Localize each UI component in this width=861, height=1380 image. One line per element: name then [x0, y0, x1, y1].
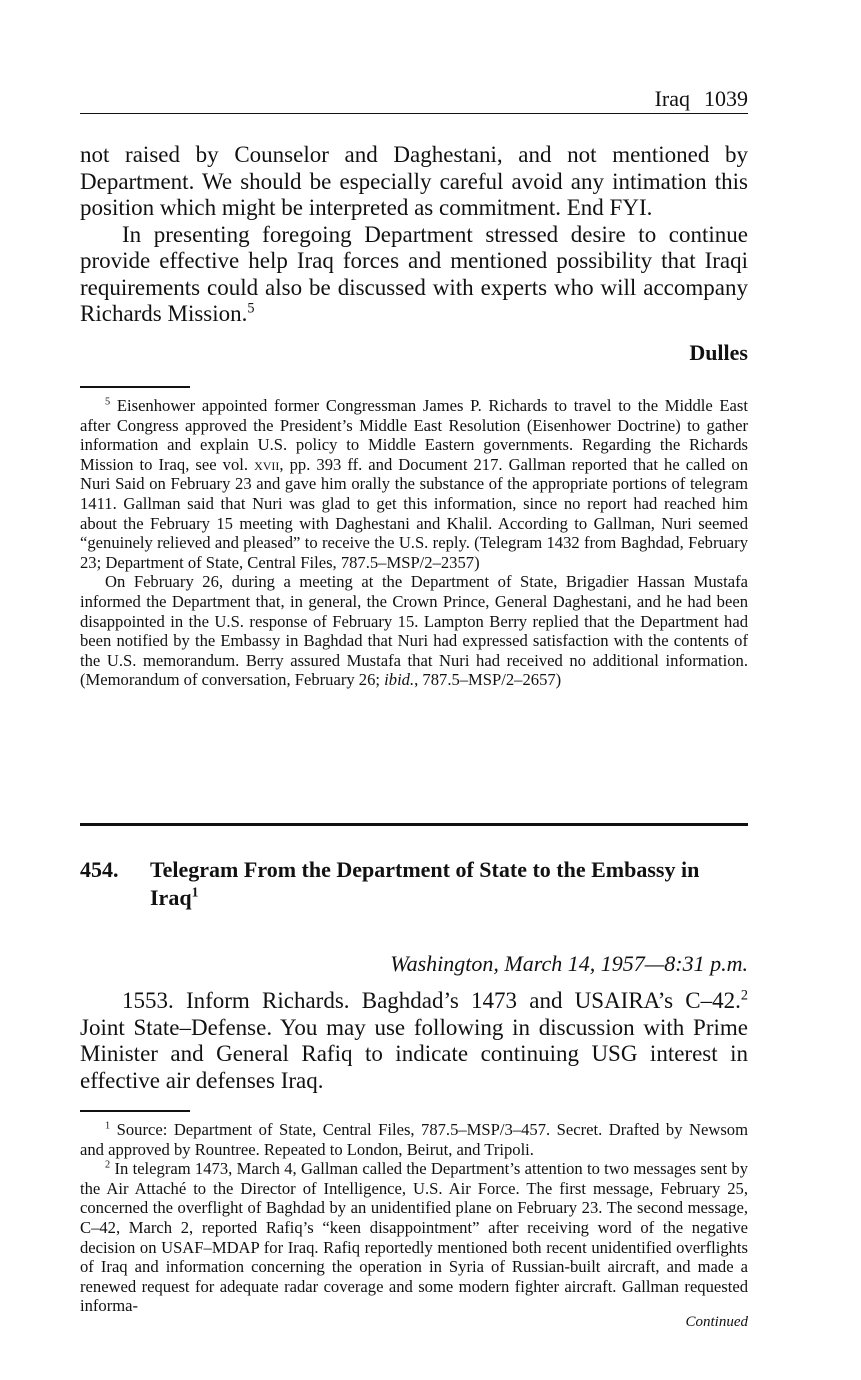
footnote-text: Source: Department of State, Central Files, 787.5–MSP/3–457. Secret. Drafted by Newsom and approved by Rountree. Repeated to London, Beirut, and Tripoli. — [80, 1120, 748, 1159]
document-number: 454. — [80, 857, 119, 882]
body-paragraph — [80, 988, 748, 1094]
footnote-text: On February 26, during a meeting at the Department of State, Brigadier Hassan Mustafa informed the Department that, in general, the Crown Prince, General Daghestani, and he had been disappointed in the U.S. response of February 15. Lampton Berry replied that the Department had been notified by the Embassy in Baghdad that Nuri had expressed satisfaction with the contents of the U.S. memorandum. Berry assured Mustafa that Nuri had received no additional information. (Memorandum of conversation, February 26; — [80, 572, 748, 690]
footnotes-block — [80, 1110, 748, 1316]
previous-document-body — [80, 142, 748, 328]
footnote-marker: 2 — [105, 1159, 111, 1171]
paragraph-text: In presenting foregoing Department stressed desire to continue provide effective help Iraq forces and mentioned possibility that Iraqi requirements could also be discussed with experts who will accompany Richards Mission. — [80, 221, 748, 326]
body-paragraph — [80, 222, 748, 328]
document-body — [80, 988, 748, 1094]
document-title — [150, 856, 748, 912]
header-rule — [80, 113, 748, 114]
footnote-marker: 5 — [105, 396, 111, 408]
paragraph-text: Joint State–Defense. You may use following in discussion with Prime Minister and General Rafiq to indicate continuing USG interest in effective air defenses Iraq. — [80, 1014, 748, 1093]
footnote-ref-5: 5 — [247, 300, 255, 317]
running-title: Iraq — [654, 86, 690, 111]
paragraph-text: 1553. Inform Richards. Baghdad’s 1473 and USAIRA’s C–42. — [122, 988, 741, 1013]
footnote-rule — [80, 386, 190, 388]
body-paragraph: not raised by Counselor and Daghestani, and not mentioned by Department. We should be especially careful avoid any intimation this position which might be interpreted as commitment. End FYI. — [80, 142, 748, 220]
running-head — [655, 86, 748, 112]
footnote-5-continuation — [80, 572, 748, 690]
page-number: 1039 — [704, 86, 748, 111]
footnote-1 — [80, 1120, 748, 1159]
footnote-text: , pp. 393 ff. and Document 217. Gallman reported that he called on Nuri Said on February 23 and gave him orally the substance of the appropriate portions of telegram 1411. Gallman said that Nuri was glad to get this information, since no report had reached him about the February 15 meeting with Daghestani and Khalil. According to Gallman, Nuri seemed “genuinely relieved and pleased” to receive the U.S. reply. (Telegram 1432 from Baghdad, February 23; Department of State, Central Files, 787.5–MSP/2–2357) — [80, 454, 749, 572]
footnote-5 — [80, 396, 748, 572]
section-divider — [80, 823, 748, 826]
footnote-text: In telegram 1473, March 4, Gallman called the Department’s attention to two messages sent by the Air Attaché to the Director of Intelligence, U.S. Air Force. The first message, February 25, concerned the overflight of Baghdad by an unidentified plane on February 23. The second message, C–42, March 2, reported Rafiq’s “keen disappointment” after receiving word of the negative decision on USAF–MDAP for Iraq. Rafiq reportedly mentioned both recent unidentified overflights of Iraq and information concerning the operation in Syria of Russian-built aircraft, and made a renewed request for adequate radar coverage and some modern fighter aircraft. Gallman requested informa- — [80, 1159, 748, 1316]
footnote-marker: 1 — [105, 1120, 111, 1132]
signature: Dulles — [689, 340, 748, 365]
footnotes-block — [80, 386, 748, 690]
footnote-2 — [80, 1159, 748, 1316]
ibid-text: ibid. — [384, 670, 415, 690]
footnote-ref-1: 1 — [191, 884, 199, 900]
footnote-text: , 787.5–MSP/2–2657) — [414, 670, 562, 690]
volume-number: xvii — [254, 454, 280, 474]
footnote-rule — [80, 1110, 190, 1112]
dateline: Washington, March 14, 1957—8:31 p.m. — [390, 951, 748, 976]
footnote-ref-2: 2 — [740, 987, 748, 1004]
document-title-text: Telegram From the Department of State to the Embassy in Iraq — [150, 857, 700, 910]
footnote-text: Eisenhower appointed former Congressman James P. Richards to travel to the Middle East after Congress approved the President’s Middle East Resolution (Eisenhower Doctrine) to gather information and explain U.S. policy to Middle Eastern governments. Regarding the Richards Mission to Iraq, see vol. — [80, 396, 748, 474]
continued-label: Continued — [685, 1314, 748, 1330]
